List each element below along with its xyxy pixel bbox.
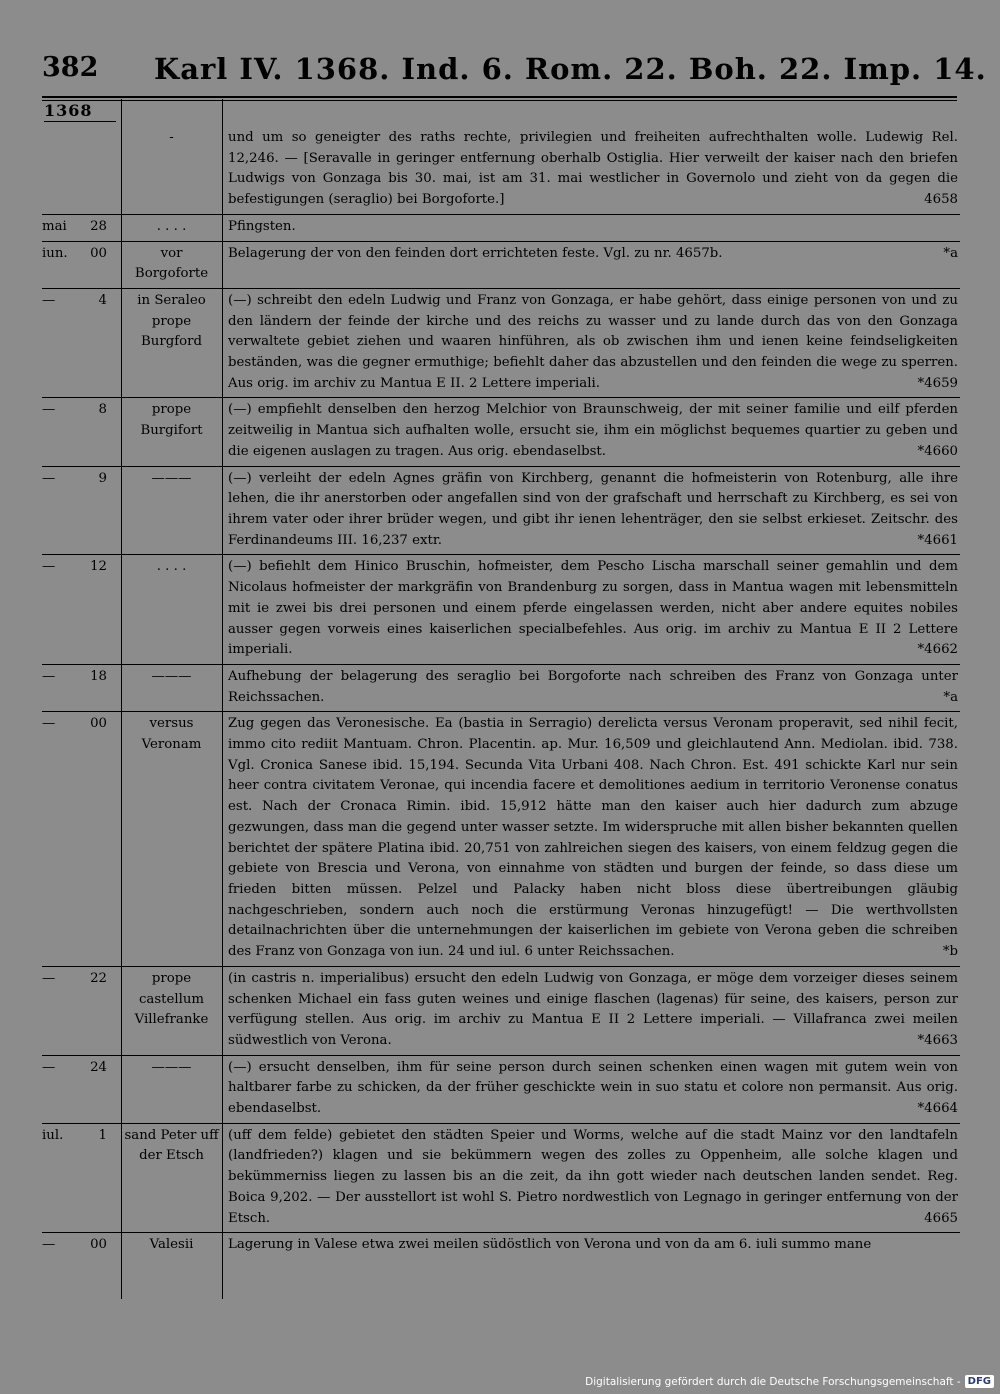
entry-text: (in castris n. imperialibus) ersucht den edeln Ludwig von Gonzaga, er möge dem vorzeiger dieses seinem schenken Michael ein fass guten weines und einige flaschen (lagenas) für seine, des kaisers, person zur verfügung stellen. Aus orig. im archiv zu Mantua E II 2 Lettere imperiali. — Villafranca zwei meilen südwestlich von Verona.: [228, 970, 958, 1048]
regest-entry: [42, 215, 960, 242]
entry-number: *b: [942, 944, 958, 960]
entry-body: [222, 557, 958, 661]
footer-credit: [585, 1375, 994, 1388]
entry-text: Lagerung in Valese etwa zwei meilen südöstlich von Verona und von da am 6. iuli summo mane: [228, 1237, 872, 1253]
page-number: 382: [42, 52, 99, 83]
entry-body: [222, 400, 958, 462]
entry-body: [222, 667, 958, 708]
entry-date-month: —: [42, 470, 56, 486]
entry-date-day: 9: [98, 470, 107, 486]
entry-text: (uff dem felde) gebietet den städten Speier und Worms, welche auf die stadt Mainz vor den landtafeln (landfrieden?) klagen und sie bekümmern wegen des zolles zu Oppenheim, alle solche klagen und bekümmerniss liegen zu lassen bis an die zeit, da ihn gott wieder nach deutschen landen sendet. Reg. Boica 9,202. — Der ausstellort ist wohl S. Pietro nordwestlich von Legnago in geringer entfernung von der Etsch.: [228, 1127, 958, 1226]
entry-date: [42, 714, 121, 962]
regest-entry: [42, 289, 960, 399]
entry-number: *a: [943, 689, 958, 705]
regest-entry: [42, 126, 960, 215]
page-header: [42, 52, 987, 92]
entry-body: [222, 969, 958, 1052]
entry-date: [42, 1235, 121, 1256]
entry-number: *4660: [917, 443, 958, 459]
entry-text: Zug gegen das Veronesische. Ea (bastia in Serragio) derelicta versus Veronam properavit, sed nihil fecit, immo cito rediit Mantuam. Chron. Placentin. ap. Mur. 16,509 und gleichlautend Ann. Mediolan. ibid. 738. Vgl. Cronica Sanese ibid. 15,194. Secunda Vita Urbani 408. Nach Chron. Est. 491 schickte Karl nur sein heer contra civitatem Veronae, qui incendia facere et demolitiones aedium in territorio Veronense conatus est. Nach der Cronaca Rimin. ibid. 15,912 hätte man den kaiser auch hier dadurch zum abzuge gezwungen, dass man die gegend unter wasser setzte. Im widerspruche mit allen bisher bekannten quellen berichtet der spätere Platina ibid. 20,751 von zahlreichen siegen des kaisers, von einem feldzug gegen die gebiete von Brescia und Verona, von einnahme von städten und burgen der feinde, so dass diese um frieden bitten müssen. Pelzel und Palacky haben nicht bloss diese übertreibungen gläubig nachgeschrieben, sondern auch noch die erstürmung Veronas hinzugefügt! — Die werthvollsten detailnachrichten über die unternehmungen der kaiserlichen im gebiete von Verona geben die schreiben des Franz von Gonzaga von iun. 24 und iul. 6 unter Reichssachen.: [228, 716, 958, 960]
running-title: Karl IV. 1368. Ind. 6. Rom. 22. Boh. 22. Imp. 14.: [154, 52, 987, 86]
entry-date-month: mai: [42, 218, 67, 234]
entry-date-month: iun.: [42, 245, 68, 261]
regest-entry: [42, 1056, 960, 1124]
entry-place: sand Peter uff der Etsch: [124, 1127, 219, 1164]
entry-body: [222, 469, 958, 552]
entry-date-month: —: [42, 1059, 56, 1075]
entry-place: -: [169, 130, 174, 145]
entry-text: Belagerung der von den feinden dort errichteten feste. Vgl. zu nr. 4657b.: [228, 245, 723, 261]
entry-date: [42, 1058, 121, 1120]
entry-body: [222, 244, 958, 285]
entry-date-month: —: [42, 970, 56, 986]
entry-date-day: 1: [98, 1127, 107, 1143]
entry-date-day: 00: [90, 716, 107, 732]
credit-text: Digitalisierung gefördert durch die Deutsche Forschungsgemeinschaft -: [585, 1375, 961, 1388]
entry-date-month: —: [42, 559, 56, 575]
entry-place: in Seraleo prope Burgford: [137, 292, 206, 350]
year-label: 1368: [44, 101, 93, 120]
regest-entry: [42, 712, 960, 966]
regest-entry: [42, 398, 960, 466]
entry-place: prope castellum Villefranke: [134, 970, 209, 1028]
entry-number: *4662: [917, 642, 958, 658]
entry-number: *a: [943, 245, 958, 261]
entry-number: 4658: [924, 192, 958, 208]
regest-entry: [42, 242, 960, 289]
entry-date-month: —: [42, 1237, 56, 1253]
entry-date-day: 00: [90, 245, 107, 261]
regest-entry: [42, 967, 960, 1056]
entry-number: *4663: [917, 1032, 958, 1048]
year-underline: [44, 121, 116, 122]
entry-date-day: 4: [98, 292, 107, 308]
entry-text: Aufhebung der belagerung des seraglio bei Borgoforte nach schreiben des Franz von Gonzaga unter Reichssachen.: [228, 668, 958, 705]
entry-place: ———: [151, 1059, 192, 1075]
regest-entry: [42, 467, 960, 556]
entry-number: *4661: [917, 532, 958, 548]
entry-date: [42, 291, 121, 395]
entry-date-month: —: [42, 668, 56, 684]
entry-place: versus Veronam: [141, 716, 202, 753]
entry-date: [42, 557, 121, 661]
entry-date: [42, 400, 121, 462]
regest-entries: [42, 126, 960, 1259]
dfg-logo: DFG: [965, 1375, 994, 1388]
entry-date-day: 24: [90, 1059, 107, 1075]
entry-place: ———: [151, 668, 192, 684]
entry-place: . . . .: [156, 218, 187, 234]
entry-date-month: —: [42, 292, 56, 308]
entry-date-day: 18: [90, 668, 107, 684]
regest-entry: [42, 1124, 960, 1234]
entry-date-month: —: [42, 716, 56, 732]
entry-date: [42, 1126, 121, 1230]
regest-entry: [42, 665, 960, 712]
entry-text: (—) verleiht der edeln Agnes gräfin von Kirchberg, genannt die hofmeisterin von Rotenburg, alle ihre lehen, die ihr anerstorben oder angefallen sind von der grafschaft und herrschaft zu Kirchberg, es sei von ihrem vater oder ihrer brüder wegen, und gibt ihr ienen lehenträger, den sie selbst erkieset. Zeitschr. des Ferdinandeums III. 16,237 extr.: [228, 470, 958, 548]
entry-text: Pfingsten.: [228, 218, 296, 234]
entry-date: [42, 667, 121, 708]
entry-text: (—) befiehlt dem Hinico Bruschin, hofmeister, dem Pescho Lischa marschall seiner gemahlin und dem Nicolaus hofmeister der markgräfin von Brandenburg zu sorgen, dass in Mantua wagen mit lebensmitteln mit ie zwei bis drei personen und einem pferde eingelassen werden, nicht aber andere equites nobiles ausser gegen vorweis eines kaiserlichen specialbefehles. Aus orig. im archiv zu Mantua E II 2 Lettere imperiali.: [228, 559, 958, 658]
entry-body: [222, 291, 958, 395]
regest-entry: [42, 1233, 960, 1259]
entry-date: [42, 969, 121, 1052]
entry-date: [42, 244, 121, 285]
entry-date-month: iul.: [42, 1127, 64, 1143]
entry-date: [42, 469, 121, 552]
entry-place: Valesii: [149, 1237, 194, 1253]
entry-body: [222, 1058, 958, 1120]
entry-text: (—) empfiehlt denselben den herzog Melchior von Braunschweig, der mit seiner familie und eilf pferden zeitweilig in Mantua sich aufhalten wolle, ersucht sie, ihm ein möglichst bequemes quartier zu geben und die eigenen auslagen zu tragen. Aus orig. ebendaselbst.: [228, 402, 958, 459]
regest-entry: [42, 555, 960, 665]
entry-place: prope Burgifort: [140, 402, 203, 439]
entry-text: (—) schreibt den edeln Ludwig und Franz von Gonzaga, er habe gehört, dass einige personen von und zu den ländern der feinde der kirche und des reichs zu wasser und zu lande durch das von den Gonzaga verwaltete gebiet ziehen und waaren hinführen, als ob zwischen ihm und ienen keine feindseligkeiten beständen, was die gegner ermuthige; befiehlt daher das abzustellen und den feinden die wege zu sperren. Aus orig. im archiv zu Mantua E II. 2 Lettere imperiali.: [228, 292, 958, 391]
entry-place: vor Borgoforte: [134, 245, 209, 282]
entry-date-day: 28: [90, 218, 107, 234]
entry-date-month: —: [42, 402, 56, 418]
entry-body: [222, 1126, 958, 1230]
entry-body: [222, 714, 958, 962]
entry-date: [42, 217, 121, 238]
entry-number: *4659: [917, 375, 958, 391]
entry-date: [42, 128, 121, 211]
entry-text: und um so geneigter des raths rechte, privilegien und freiheiten aufrechthalten wolle. Ludewig Rel. 12,246. — [Seravalle in geringer entfernung oberhalb Ostiglia. Hier verweilt der kaiser nach den briefen Ludwigs von Gonzaga bis 30. mai, ist am 31. mai westlicher in Governolo und zieht von da gegen die befestigungen (seraglio) bei Borgoforte.]: [228, 130, 958, 208]
header-rule: [42, 96, 957, 101]
entry-date-day: 12: [90, 559, 107, 575]
entry-date-day: 00: [90, 1237, 107, 1253]
entry-date-day: 8: [98, 402, 107, 418]
entry-number: *4664: [917, 1101, 958, 1117]
entry-body: [222, 217, 958, 238]
entry-number: 4665: [924, 1210, 958, 1226]
entry-body: [222, 128, 958, 211]
entry-date-day: 22: [90, 970, 107, 986]
entry-place: . . . .: [156, 559, 187, 575]
entry-text: (—) ersucht denselben, ihm für seine person durch seinen schenken einen wagen mit gutem wein von haltbarer farbe zu schicken, da der früher geschickte wein in suo statu et colore non permansit. Aus orig. ebendaselbst.: [228, 1059, 958, 1117]
entry-place: ———: [151, 470, 192, 486]
entry-body: [222, 1235, 958, 1256]
